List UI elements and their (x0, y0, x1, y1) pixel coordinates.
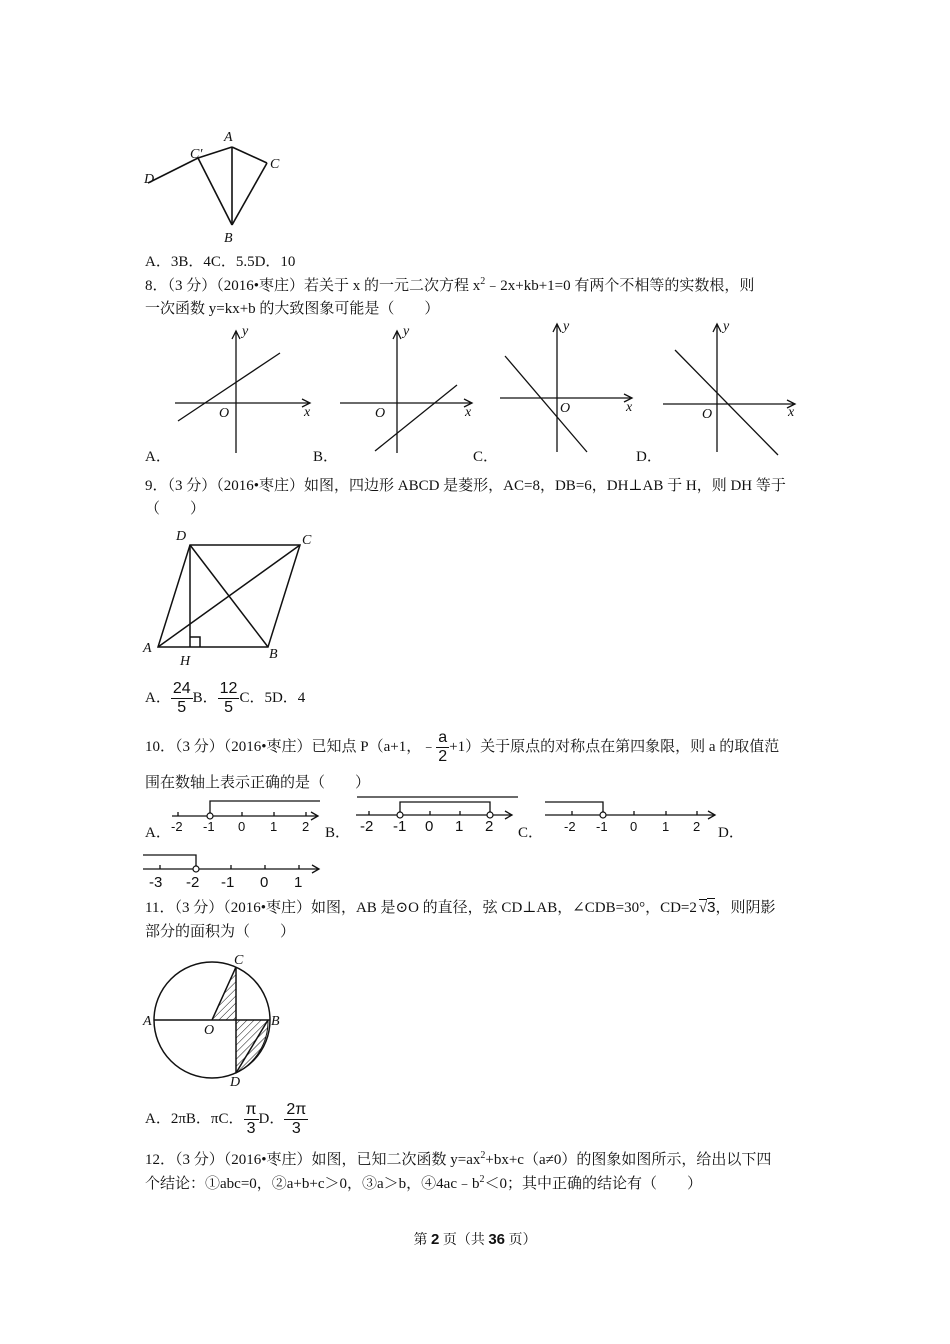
page-total: 36 (488, 1231, 506, 1248)
q10-stem-line1: 10．（3 分）（2016•枣庄）已知点 P（a+1，﹣ $\frac{a}{2}$ +1）关于原点的对称点在第四象限，则 a 的取值范 (145, 729, 780, 766)
svg-text:1: 1 (662, 819, 670, 834)
q11-stem-line2: 部分的面积为（ ） (145, 924, 296, 940)
svg-text:2: 2 (485, 818, 494, 835)
svg-text:O: O (219, 406, 230, 421)
q10-numberline-c (545, 795, 720, 840)
svg-text:1: 1 (455, 818, 464, 835)
svg-text:-1: -1 (596, 819, 608, 834)
q9-label-b: B (269, 647, 278, 662)
q8-option-b: B． (313, 449, 339, 465)
q10-option-a: A． (145, 825, 171, 841)
svg-text:y: y (563, 319, 570, 334)
q9-label-h: H (180, 654, 191, 669)
page-footer: 第 2 页（共 36 页） (413, 1231, 537, 1248)
svg-text:2: 2 (693, 819, 701, 834)
q8-option-c: C． (473, 449, 499, 465)
svg-text:0: 0 (260, 874, 269, 891)
svg-text:0: 0 (425, 818, 434, 835)
svg-text:0: 0 (238, 819, 246, 834)
q7-label-a: A (224, 130, 233, 145)
svg-text:O: O (375, 406, 386, 421)
q12-stem-line2: 个结论：①abc=0，②a+b+c＞0，③a＞b，$④4ac﹣b^2<0$；其中正确的结论有（ ） (145, 1174, 702, 1192)
q9-options: A． $\frac{24}{5}$ B． $\frac{12}{5}$ C．5D．4 (145, 680, 306, 717)
svg-text:x: x (788, 405, 795, 420)
svg-text:O: O (560, 401, 571, 416)
q8-stem-line2: 一次函数 y=kx+b 的大致图象可能是（ ） (145, 301, 440, 317)
q11-label-d: D (230, 1075, 241, 1090)
svg-text:-2: -2 (360, 818, 374, 835)
q8-stem-line1: 8．（3 分）（2016•枣庄）若关于 x 的一元二次方程 $x^2﹣2x+kb+1=0$ 有两个不相等的实数根，则 (145, 276, 755, 294)
svg-text:y: y (242, 324, 249, 339)
svg-text:-1: -1 (203, 819, 215, 834)
q9-stem-line1: 9．（3 分）（2016•枣庄）如图，四边形 ABCD 是菱形，AC=8，DB=6，DH⊥AB 于 H，则 DH 等于 (145, 478, 786, 494)
svg-text:y: y (403, 324, 410, 339)
q11-circle-figure (140, 950, 300, 1090)
q8-graph-b (335, 325, 485, 455)
q7-label-b: B (224, 231, 233, 246)
svg-text:y: y (723, 319, 730, 334)
q11-label-c: C (234, 953, 244, 968)
svg-text:0: 0 (630, 819, 638, 834)
q10-numberline-a (168, 798, 328, 843)
svg-text:1: 1 (270, 819, 278, 834)
q8-graph-a (170, 325, 320, 455)
q11-label-b: B (271, 1014, 280, 1029)
q7-label-d: D (144, 172, 155, 187)
svg-text:-1: -1 (221, 874, 235, 891)
q11-stem-line1: 11．（3 分）（2016•枣庄）如图，AB 是⊙O 的直径，弦 CD⊥AB，∠CDB=30°，CD=2 √3，则阴影 (145, 899, 776, 916)
q9-rhombus-figure (140, 525, 330, 670)
svg-text:-2: -2 (564, 819, 576, 834)
svg-text:x: x (465, 405, 472, 420)
q11-label-o: O (204, 1023, 215, 1038)
q10-option-d: D． (718, 825, 744, 841)
q8-option-a: A． (145, 449, 171, 465)
q7-label-c: C (270, 157, 280, 172)
svg-text:-3: -3 (149, 874, 163, 891)
q9-label-a: A (143, 641, 152, 656)
q7-options: A．3B．4C．5.5D．10 (145, 254, 296, 270)
svg-text:-2: -2 (186, 874, 200, 891)
q10-numberline-b (352, 795, 522, 840)
svg-text:x: x (304, 405, 311, 420)
q8-graph-c (495, 320, 645, 455)
q10-numberline-d (143, 852, 323, 894)
q8-graph-d (660, 320, 810, 455)
svg-text:-2: -2 (171, 819, 183, 834)
svg-text:-1: -1 (393, 818, 407, 835)
q7-figure (140, 125, 300, 250)
svg-text:x: x (626, 400, 633, 415)
q9-stem-line2: （ ） (145, 501, 206, 517)
q11-label-a: A (143, 1014, 152, 1029)
q10-option-b: B． (325, 825, 351, 841)
svg-text:O: O (702, 407, 713, 422)
svg-text:2: 2 (302, 819, 310, 834)
svg-text:1: 1 (294, 874, 303, 891)
page-number: 2 (430, 1231, 440, 1248)
q7-label-cprime: C′ (190, 147, 203, 162)
q9-label-c: C (302, 533, 312, 548)
q10-option-c: C． (518, 825, 544, 841)
q10-stem-line2: 围在数轴上表示正确的是（ ） (145, 775, 371, 791)
q8-option-d: D． (636, 449, 662, 465)
q9-label-d: D (176, 529, 187, 544)
q12-stem-line1: 12．（3 分）（2016•枣庄）如图，已知二次函数 $y=ax^2+bx+c(a\ne 0)$的图象如图所示，给出以下四 (145, 1150, 772, 1168)
q11-options: A．2πB．πC． $\frac{\pi}{3}$ D． $\frac{2\pi}{3}$ (145, 1101, 307, 1138)
